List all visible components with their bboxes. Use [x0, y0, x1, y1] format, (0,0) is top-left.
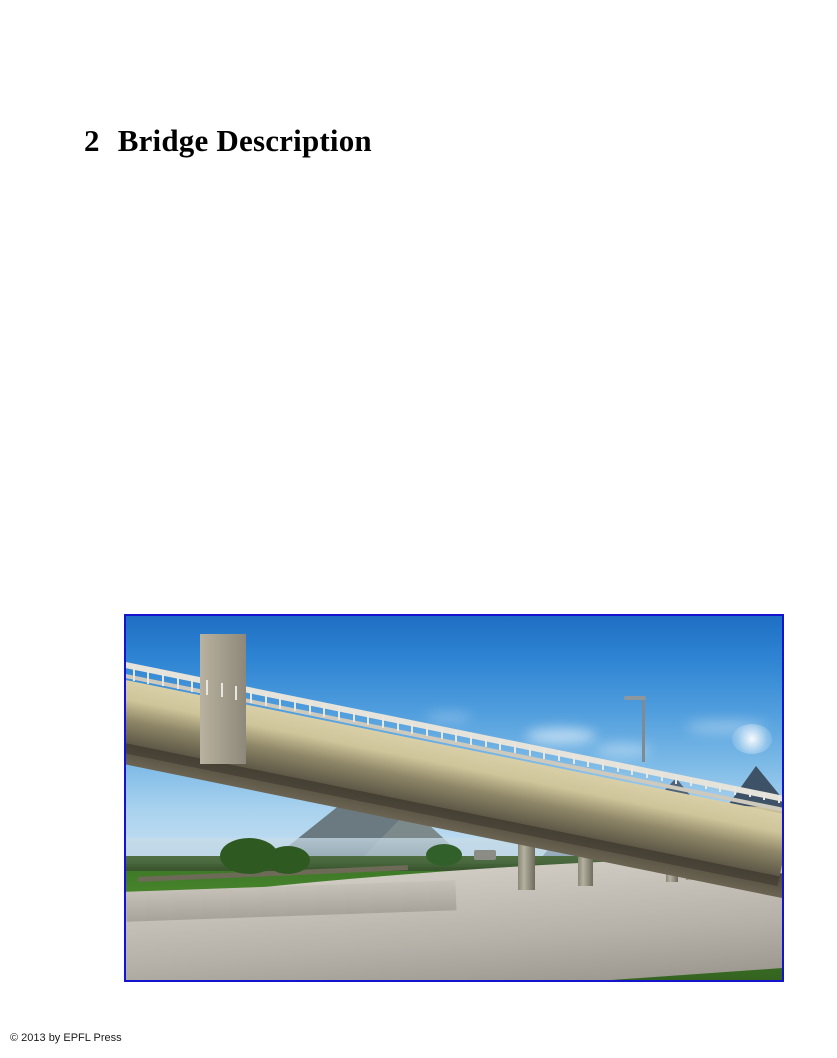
railing-post [749, 790, 751, 797]
railing-post [455, 730, 457, 741]
railing-post [631, 766, 633, 775]
railing-post [778, 796, 780, 803]
railing-post [162, 671, 164, 686]
railing-post [206, 680, 208, 695]
railing-post [485, 736, 487, 747]
railing-post [690, 778, 692, 786]
chapter-title: Bridge Description [117, 122, 372, 158]
railing-post [309, 701, 311, 714]
bridge-photo-figure [124, 614, 784, 982]
bridge-photograph [126, 616, 782, 980]
railing-post [250, 689, 252, 703]
railing-post [543, 748, 545, 758]
street-lamp-head [624, 696, 646, 700]
railing-post [529, 745, 531, 755]
railing-post [367, 713, 369, 726]
railing-post [499, 739, 501, 750]
railing-post [382, 716, 384, 728]
railing-post [646, 769, 648, 778]
page-title [84, 123, 372, 159]
railing-post [221, 683, 223, 698]
railing-post [763, 793, 765, 800]
railing-post [705, 781, 707, 789]
railing-post [235, 686, 237, 700]
railing-post [294, 698, 296, 712]
railing-post [133, 665, 135, 681]
railing-post [411, 722, 413, 734]
railing-post [353, 710, 355, 723]
railing-post [338, 707, 340, 720]
railing-post [587, 757, 589, 767]
railing-post [177, 674, 179, 689]
railing-post [661, 772, 663, 781]
railing-post [558, 751, 560, 761]
railing-post [573, 754, 575, 764]
railing-post [470, 733, 472, 744]
railing-post [675, 775, 677, 783]
railing-post [265, 692, 267, 706]
railing-post [514, 742, 516, 753]
railing-post [617, 763, 619, 772]
footer-copyright: © 2013 by EPFL Press [10, 1032, 122, 1044]
railing-post [734, 787, 736, 795]
bridge-abutment [200, 634, 246, 764]
railing-post [426, 725, 428, 737]
railing-post [279, 695, 281, 709]
railing-post [719, 784, 721, 792]
street-lamp-pole [642, 698, 645, 762]
chapter-number: 2 [84, 122, 100, 158]
vehicle [474, 850, 496, 860]
railing-post [441, 728, 443, 740]
railing-post [191, 677, 193, 692]
railing-post [147, 668, 149, 684]
railing-post [602, 760, 604, 769]
railing-post [323, 704, 325, 717]
bridge-structure [126, 616, 782, 980]
railing-post [397, 719, 399, 731]
